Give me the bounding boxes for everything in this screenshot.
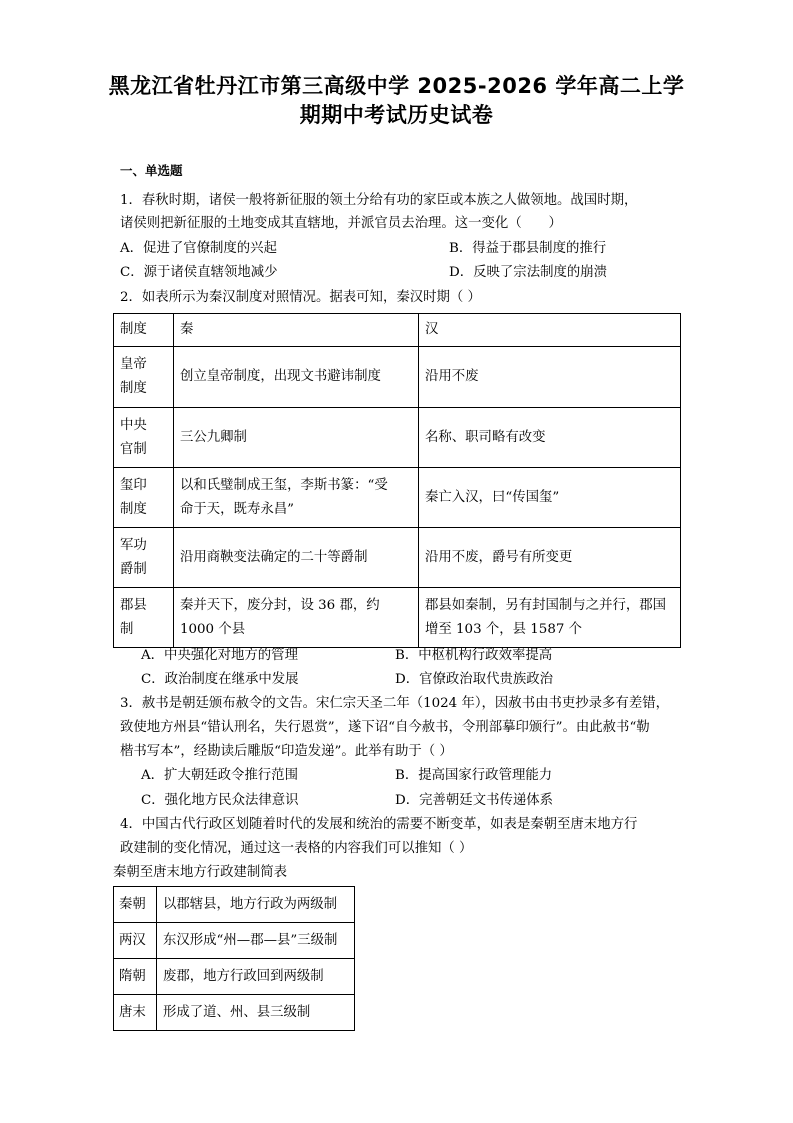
question-1-stem-line1: 1．春秋时期，诸侯一般将新征服的领土分给有功的家臣或本族之人做领地。战国时期， xyxy=(120,193,638,208)
question-1-option-d: D．反映了宗法制度的崩溃 xyxy=(449,265,608,280)
question-1-option-b: B．得益于郡县制度的推行 xyxy=(449,241,607,256)
table-cell: 创立皇帝制度，出现文书避讳制度 xyxy=(174,347,419,408)
header-cell: 制度 xyxy=(114,314,174,347)
era-cell: 隋朝 xyxy=(114,959,157,995)
question-1-stem-line2: 诸侯则把新征服的土地变成其直辖地，并派官员去治理。这一变化（ ） xyxy=(120,216,562,231)
table-cell: 三公九卿制 xyxy=(174,408,419,468)
table-row xyxy=(114,468,681,528)
table-cell: 皇帝 制度 xyxy=(114,347,174,408)
header-cell: 汉 xyxy=(419,314,681,347)
question-1-option-c: C．源于诸侯直辖领地减少 xyxy=(120,265,278,280)
desc-cell: 东汉形成“州—郡—县”三级制 xyxy=(157,923,355,959)
table-cell: 名称、职司略有改变 xyxy=(419,408,681,468)
question-3-option-b: B．提高国家行政管理能力 xyxy=(395,768,553,783)
table-cell: 军功 爵制 xyxy=(114,528,174,588)
question-3-option-a: A．扩大朝廷政令推行范围 xyxy=(141,768,298,783)
table-row xyxy=(114,408,681,468)
question-1-option-a: A．促进了官僚制度的兴起 xyxy=(120,241,277,256)
era-cell: 秦朝 xyxy=(114,887,157,923)
table-header-row xyxy=(114,314,681,347)
table-cell: 玺印 制度 xyxy=(114,468,174,528)
question-2-option-d: D．官僚政治取代贵族政治 xyxy=(395,672,554,687)
question-2-option-c: C．政治制度在继承中发展 xyxy=(141,672,299,687)
document-title-line1: 黑龙江省牡丹江市第三高级中学 2025-2026 学年高二上学 xyxy=(108,74,685,98)
table-caption: 秦朝至唐末地方行政建制简表 xyxy=(113,865,288,880)
table-cell: 秦亡入汉，曰“传国玺” xyxy=(419,468,681,528)
table-cell: 中央 官制 xyxy=(114,408,174,468)
question-3-stem-line3: 楷书写本”，经勘读后雕版“印造发递”。此举有助于（ ） xyxy=(120,744,453,759)
table-cell: 郡县 制 xyxy=(114,588,174,648)
document-title-line2: 期期中考试历史试卷 xyxy=(299,103,494,127)
table-row xyxy=(114,887,355,923)
table-cell: 秦并天下，废分封，设 36 郡，约 1000 个县 xyxy=(174,588,419,648)
table-cell: 沿用不废，爵号有所变更 xyxy=(419,528,681,588)
table-cell: 以和氏璧制成王玺，李斯书篆：“受 命于天，既寿永昌” xyxy=(174,468,419,528)
section-heading: 一、单选题 xyxy=(120,163,183,178)
era-cell: 唐末 xyxy=(114,995,157,1031)
question-4-stem-line1: 4．中国古代行政区划随着时代的发展和统治的需要不断变革，如表是秦朝至唐末地方行 xyxy=(120,817,638,832)
question-3-option-c: C．强化地方民众法律意识 xyxy=(141,793,299,808)
desc-cell: 以郡辖县，地方行政为两级制 xyxy=(157,887,355,923)
question-2-stem: 2．如表所示为秦汉制度对照情况。据表可知，秦汉时期（ ） xyxy=(120,290,481,305)
question-4-stem-line2: 政建制的变化情况，通过这一表格的内容我们可以推知（ ） xyxy=(120,841,473,856)
table-cell: 郡县如秦制，另有封国制与之并行，郡国 增至 103 个，县 1587 个 xyxy=(419,588,681,648)
administrative-system-table xyxy=(113,886,355,1031)
qin-han-comparison-table xyxy=(113,313,681,648)
table-row xyxy=(114,528,681,588)
table-row xyxy=(114,995,355,1031)
table-cell: 沿用商鞅变法确定的二十等爵制 xyxy=(174,528,419,588)
table-row xyxy=(114,923,355,959)
table-cell: 沿用不废 xyxy=(419,347,681,408)
question-2-option-b: B．中枢机构行政效率提高 xyxy=(395,648,553,663)
desc-cell: 废郡，地方行政回到两级制 xyxy=(157,959,355,995)
table-row xyxy=(114,588,681,648)
question-3-option-d: D．完善朝廷文书传递体系 xyxy=(395,793,554,808)
question-3-stem-line1: 3．赦书是朝廷颁布赦令的文告。宋仁宗天圣二年（1024 年），因赦书由书吏抄录多有差错， xyxy=(120,696,669,711)
header-cell: 秦 xyxy=(174,314,419,347)
table-row xyxy=(114,347,681,408)
desc-cell: 形成了道、州、县三级制 xyxy=(157,995,355,1031)
era-cell: 两汉 xyxy=(114,923,157,959)
question-3-stem-line2: 致使地方州县“错认刑名，失行恩赏”，遂下诏“自今赦书，令刑部摹印颁行”。由此赦书“勒 xyxy=(120,720,650,735)
table-row xyxy=(114,959,355,995)
question-2-option-a: A．中央强化对地方的管理 xyxy=(141,648,298,663)
